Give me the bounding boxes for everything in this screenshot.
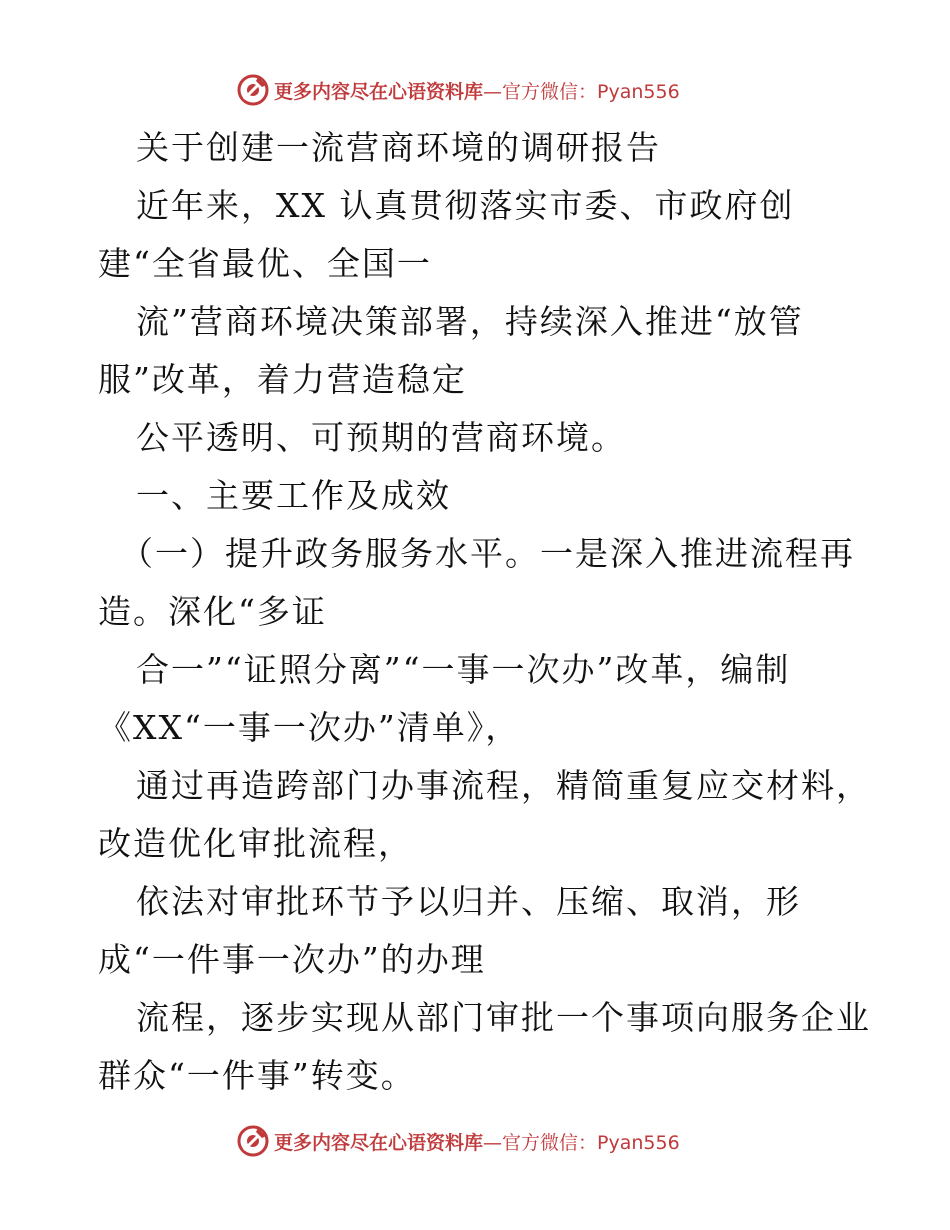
paragraph-line: 流程，逐步实现从部门审批一个事项向服务企业 (136, 998, 871, 1037)
paragraph-line: 造。深化“多证 (98, 592, 327, 631)
watermark-wechat-text: —官方微信：Pyan556 (483, 1131, 680, 1154)
paragraph-line: 公平透明、可预期的营商环境。 (136, 418, 626, 457)
watermark-wechat-text: —官方微信：Pyan556 (483, 80, 680, 103)
paragraph-line: 流”营商环境决策部署，持续深入推进“放管 (136, 302, 804, 341)
paragraph-line: 成“一件事一次办”的办理 (98, 940, 486, 979)
red-pen-circle-icon (236, 1124, 270, 1158)
document-title: 关于创建一流营商环境的调研报告 (136, 128, 661, 167)
section-heading: 一、主要工作及成效 (136, 476, 451, 515)
paragraph-line: 《XX“一事一次办”清单》， (98, 708, 521, 747)
watermark-main-text: 更多内容尽在心语资料库 (274, 80, 484, 103)
paragraph-line: 合一”“证照分离”“一事一次办”改革，编制 (136, 650, 791, 689)
paragraph-line: 通过再造跨部门办事流程，精简重复应交材料， (136, 766, 871, 805)
watermark-header (236, 72, 680, 108)
paragraph-line: 群众“一件事”转变。 (98, 1056, 416, 1095)
watermark-main-text: 更多内容尽在心语资料库 (274, 1131, 484, 1154)
watermark-footer (236, 1123, 680, 1159)
paragraph-line: 服”改革，着力营造稳定 (98, 360, 467, 399)
subsection-line: （一）提升政务服务水平。一是深入推进流程再 (120, 534, 855, 573)
paragraph-line: 改造优化审批流程， (98, 824, 413, 863)
red-pen-circle-icon (236, 73, 270, 107)
paragraph-line: 近年来，XX 认真贯彻落实市委、市政府创 (136, 186, 795, 225)
paragraph-line: 依法对审批环节予以归并、压缩、取消，形 (136, 882, 801, 921)
paragraph-line: 建“全省最优、全国一 (98, 244, 432, 283)
